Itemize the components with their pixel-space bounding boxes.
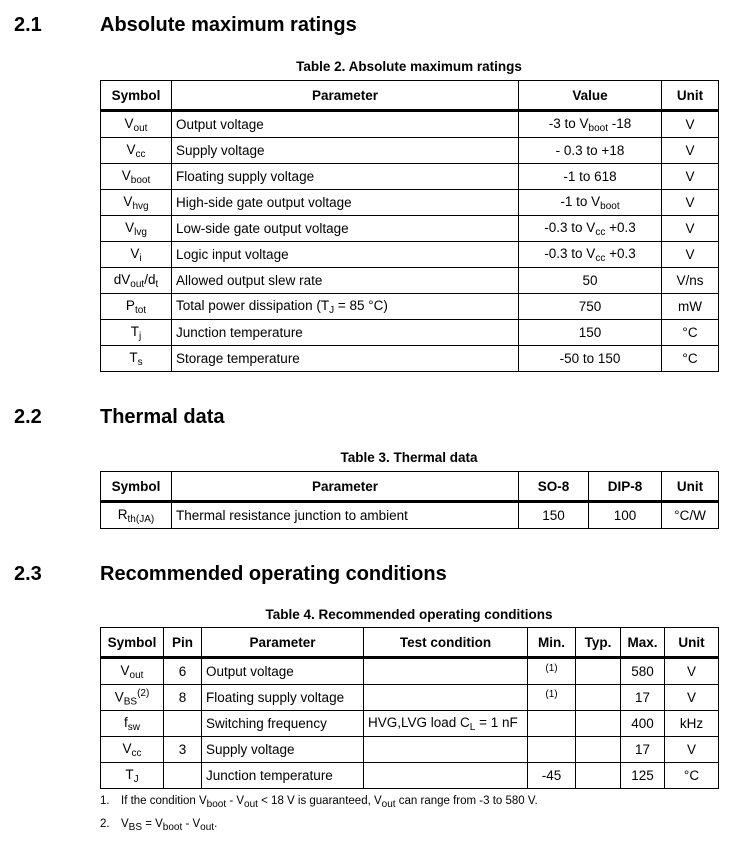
text-segment: dV <box>113 271 131 287</box>
text-segment: Total power dissipation (T <box>176 297 330 313</box>
text-segment: 150 <box>542 508 565 523</box>
table-cell <box>101 320 172 346</box>
text-subscript: s <box>137 356 143 368</box>
text-segment: = 85 °C) <box>334 297 388 313</box>
section-number: 2.2 <box>14 406 42 428</box>
header-row <box>101 472 719 502</box>
text-segment: 400 <box>631 716 654 731</box>
text-segment: °C <box>682 351 698 366</box>
text-segment: V <box>121 818 129 830</box>
table-cell <box>519 294 662 320</box>
table-cell <box>164 658 202 685</box>
table-cell <box>164 737 202 763</box>
text-subscript: th(JA) <box>127 513 155 525</box>
table-cell <box>172 164 519 190</box>
table-cell <box>528 763 576 789</box>
text-segment: High-side gate output voltage <box>176 195 352 210</box>
text-segment: - V <box>182 818 201 830</box>
text-segment: V <box>685 143 695 158</box>
table-row <box>101 216 719 242</box>
table-cell <box>621 685 665 711</box>
footnote <box>100 818 217 833</box>
table-cell <box>528 685 576 711</box>
column-header: Min. <box>528 628 576 658</box>
text-subscript: j <box>139 330 142 342</box>
table-cell <box>665 658 719 685</box>
table-cell <box>101 737 164 763</box>
text-segment: V <box>686 690 696 705</box>
table-row <box>101 268 719 294</box>
text-segment: -0.3 to V <box>544 245 596 261</box>
table-cell <box>662 346 719 372</box>
text-subscript: L <box>469 721 476 733</box>
text-segment: 50 <box>582 273 598 288</box>
text-subscript: out <box>133 122 148 134</box>
table-cell <box>101 711 164 737</box>
text-subscript: J <box>133 773 139 785</box>
table-cell <box>364 685 528 711</box>
text-segment: Switching frequency <box>206 716 327 731</box>
table-cell <box>172 320 519 346</box>
footnote-number: 2. <box>100 818 110 830</box>
table-cell <box>662 138 719 164</box>
text-segment: kHz <box>679 716 704 731</box>
text-segment: -45 <box>541 768 562 783</box>
table-cell <box>576 658 621 685</box>
text-segment: Logic input voltage <box>176 247 289 262</box>
table-cell <box>364 711 528 737</box>
table-row <box>101 190 719 216</box>
text-subscript: out <box>381 799 396 810</box>
table-cell <box>662 216 719 242</box>
text-segment: -18 <box>607 115 632 131</box>
text-segment: R <box>117 506 128 522</box>
text-subscript: lvg <box>134 226 147 238</box>
table-cell <box>101 502 172 529</box>
text-segment: 750 <box>578 299 602 314</box>
column-header: Symbol <box>101 628 164 658</box>
table-cell <box>101 763 164 789</box>
text-subscript: hvg <box>132 200 149 212</box>
absolute-maximum-ratings-table <box>100 80 719 372</box>
table-cell <box>519 216 662 242</box>
text-segment: Supply voltage <box>206 742 295 757</box>
text-segment: can range from -3 to 580 V. <box>395 795 538 807</box>
text-subscript: out <box>129 669 144 681</box>
table-cell <box>101 242 172 268</box>
header-row <box>101 81 719 111</box>
text-subscript: t <box>155 278 159 290</box>
text-segment: V <box>685 221 695 236</box>
column-header: Unit <box>665 628 719 658</box>
text-subscript: J <box>329 304 335 316</box>
text-subscript: boot <box>206 799 227 810</box>
table-cell <box>172 268 519 294</box>
text-segment: Thermal resistance junction to ambient <box>176 508 408 523</box>
text-segment: Output voltage <box>176 117 264 132</box>
text-segment: 150 <box>578 325 602 340</box>
table-cell <box>519 502 589 529</box>
text-segment: V <box>685 169 695 184</box>
text-segment: V <box>122 740 132 756</box>
text-segment: - V <box>226 795 245 807</box>
column-header: SO-8 <box>519 472 589 502</box>
text-segment: -0.3 to V <box>544 219 596 235</box>
table-row <box>101 658 719 685</box>
table-cell <box>665 685 719 711</box>
table-cell <box>364 763 528 789</box>
text-segment: < 18 V is guaranteed, V <box>257 795 382 807</box>
table-cell <box>662 111 719 138</box>
table-cell <box>621 763 665 789</box>
table-cell <box>519 138 662 164</box>
table-row <box>101 502 719 529</box>
text-segment: V <box>121 167 131 183</box>
text-supscript: (1) <box>545 689 558 701</box>
text-segment: 100 <box>613 508 637 523</box>
text-segment: 580 <box>631 664 654 679</box>
text-segment: - 0.3 to +18 <box>555 143 625 158</box>
table-cell <box>662 502 719 529</box>
table-cell <box>519 164 662 190</box>
section-number: 2.1 <box>14 14 42 36</box>
table-cell <box>101 138 172 164</box>
text-segment: +0.3 <box>605 245 636 261</box>
table-cell <box>202 763 364 789</box>
text-subscript: sw <box>127 721 140 733</box>
text-segment: 17 <box>634 742 651 757</box>
table-row <box>101 737 719 763</box>
text-segment: V <box>685 117 695 132</box>
table-row <box>101 138 719 164</box>
table-cell <box>101 268 172 294</box>
text-supscript: (2) <box>137 687 150 699</box>
table-row <box>101 242 719 268</box>
footnote-number: 1. <box>100 795 110 807</box>
table-cell <box>101 216 172 242</box>
table-cell <box>202 658 364 685</box>
text-segment: -1 to 618 <box>563 169 617 184</box>
table-cell <box>172 111 519 138</box>
table-cell <box>519 346 662 372</box>
table-cell <box>576 685 621 711</box>
text-subscript: cc <box>595 226 606 238</box>
text-segment: 6 <box>178 664 187 679</box>
text-subscript: boot <box>588 122 608 134</box>
table-row <box>101 164 719 190</box>
text-subscript: cc <box>135 148 146 160</box>
text-subscript: BS <box>123 696 138 708</box>
text-segment: Supply voltage <box>176 143 265 158</box>
text-segment: 3 <box>178 742 187 757</box>
table-cell <box>101 294 172 320</box>
text-segment: V <box>686 742 696 757</box>
section-number: 2.3 <box>14 563 42 585</box>
column-header: Max. <box>621 628 665 658</box>
table-cell <box>364 658 528 685</box>
text-subscript: cc <box>131 747 142 759</box>
text-segment: °C <box>682 325 698 340</box>
column-header: Unit <box>662 81 719 111</box>
table-row <box>101 685 719 711</box>
text-segment: 17 <box>634 690 651 705</box>
table-row <box>101 320 719 346</box>
text-segment: V <box>114 689 124 705</box>
column-header: Value <box>519 81 662 111</box>
table-cell <box>621 658 665 685</box>
text-subscript: BS <box>128 822 143 833</box>
table-cell <box>662 242 719 268</box>
table-cell <box>576 711 621 737</box>
column-header: Parameter <box>172 81 519 111</box>
table-cell <box>519 242 662 268</box>
table-cell <box>519 268 662 294</box>
table-cell <box>519 190 662 216</box>
table-cell <box>662 190 719 216</box>
table-cell <box>528 711 576 737</box>
text-segment: V <box>130 245 140 261</box>
text-segment: Storage temperature <box>176 351 300 366</box>
text-subscript: out <box>200 822 215 833</box>
text-segment: °C <box>683 768 700 783</box>
text-segment: T <box>129 349 138 365</box>
text-segment: P <box>125 297 135 313</box>
table-cell <box>528 737 576 763</box>
table-caption: Table 4. Recommended operating conditions <box>265 607 553 622</box>
text-supscript: (1) <box>545 663 558 675</box>
table-cell <box>164 711 202 737</box>
table-cell <box>172 242 519 268</box>
table-cell <box>621 711 665 737</box>
text-segment: V <box>123 193 133 209</box>
section-title: Absolute maximum ratings <box>100 14 357 36</box>
text-segment: V <box>685 247 695 262</box>
table-cell <box>172 190 519 216</box>
column-header: Parameter <box>202 628 364 658</box>
table-cell <box>519 320 662 346</box>
column-header: Symbol <box>101 472 172 502</box>
text-segment: Floating supply voltage <box>206 690 345 705</box>
header-row <box>101 628 719 658</box>
table-cell <box>164 763 202 789</box>
text-segment: = 1 nF <box>475 714 518 730</box>
text-subscript: i <box>139 252 142 264</box>
text-subscript: boot <box>162 822 183 833</box>
text-segment: -1 to V <box>560 193 601 209</box>
column-header: Test condition <box>364 628 528 658</box>
table-cell <box>172 346 519 372</box>
column-header: Parameter <box>172 472 519 502</box>
text-segment: Low-side gate output voltage <box>176 221 349 236</box>
text-segment: T <box>130 323 139 339</box>
text-segment: Allowed output slew rate <box>176 273 323 288</box>
table-cell <box>662 294 719 320</box>
text-segment: If the condition V <box>121 795 207 807</box>
text-subscript: cc <box>595 252 606 264</box>
text-segment: Floating supply voltage <box>176 169 315 184</box>
table-cell <box>202 737 364 763</box>
table-cell <box>101 658 164 685</box>
text-segment: V <box>120 662 130 678</box>
table-cell <box>202 711 364 737</box>
column-header: Unit <box>662 472 719 502</box>
table-row <box>101 346 719 372</box>
text-segment: V/ns <box>676 273 704 288</box>
table-cell <box>101 190 172 216</box>
table-cell <box>576 737 621 763</box>
column-header: Pin <box>164 628 202 658</box>
text-segment: 8 <box>178 690 187 705</box>
text-segment: T <box>125 766 134 782</box>
text-segment: Junction temperature <box>206 768 333 783</box>
text-segment: °C/W <box>674 508 706 523</box>
table-row <box>101 711 719 737</box>
table-cell <box>665 737 719 763</box>
table-cell <box>662 320 719 346</box>
footnote <box>100 795 538 810</box>
table-row <box>101 111 719 138</box>
table-cell <box>172 216 519 242</box>
text-segment: HVG,LVG load C <box>368 714 470 730</box>
table-cell <box>662 268 719 294</box>
table-cell <box>364 737 528 763</box>
text-segment: V <box>124 115 134 131</box>
text-subscript: out <box>244 799 258 810</box>
text-subscript: tot <box>134 304 147 316</box>
table-row <box>101 763 719 789</box>
table-caption: Table 2. Absolute maximum ratings <box>296 59 522 74</box>
text-segment: V <box>686 664 696 679</box>
table-cell <box>202 685 364 711</box>
section-title: Recommended operating conditions <box>100 563 447 585</box>
section-title: Thermal data <box>100 406 225 428</box>
text-segment: mW <box>678 299 702 314</box>
recommended-operating-conditions-table <box>100 627 719 789</box>
table-cell <box>665 711 719 737</box>
table-cell <box>101 164 172 190</box>
text-segment: = V <box>142 818 163 830</box>
table-cell <box>528 658 576 685</box>
table-cell <box>621 737 665 763</box>
table-row <box>101 294 719 320</box>
table-cell <box>101 685 164 711</box>
table-cell <box>164 685 202 711</box>
text-segment: /d <box>144 271 156 287</box>
text-segment: Output voltage <box>206 664 294 679</box>
text-segment: f <box>124 714 128 730</box>
text-segment: V <box>125 219 135 235</box>
table-cell <box>101 111 172 138</box>
text-subscript: boot <box>600 200 620 212</box>
text-segment: 125 <box>631 768 654 783</box>
thermal-data-table <box>100 471 719 529</box>
column-header: Typ. <box>576 628 621 658</box>
text-subscript: out <box>130 278 145 290</box>
text-subscript: boot <box>130 174 151 186</box>
table-cell <box>101 346 172 372</box>
text-segment: V <box>126 141 136 157</box>
text-segment: V <box>685 195 695 210</box>
text-segment: -3 to V <box>548 115 589 131</box>
table-cell <box>172 502 519 529</box>
table-cell <box>662 164 719 190</box>
column-header: Symbol <box>101 81 172 111</box>
text-segment: Junction temperature <box>176 325 303 340</box>
column-header: DIP-8 <box>589 472 662 502</box>
table-cell <box>172 294 519 320</box>
table-cell <box>519 111 662 138</box>
table-cell <box>589 502 662 529</box>
table-caption: Table 3. Thermal data <box>340 450 478 465</box>
table-cell <box>665 763 719 789</box>
text-segment: . <box>214 818 218 830</box>
table-cell <box>172 138 519 164</box>
text-segment: +0.3 <box>605 219 636 235</box>
text-segment: -50 to 150 <box>559 351 621 366</box>
table-cell <box>576 763 621 789</box>
